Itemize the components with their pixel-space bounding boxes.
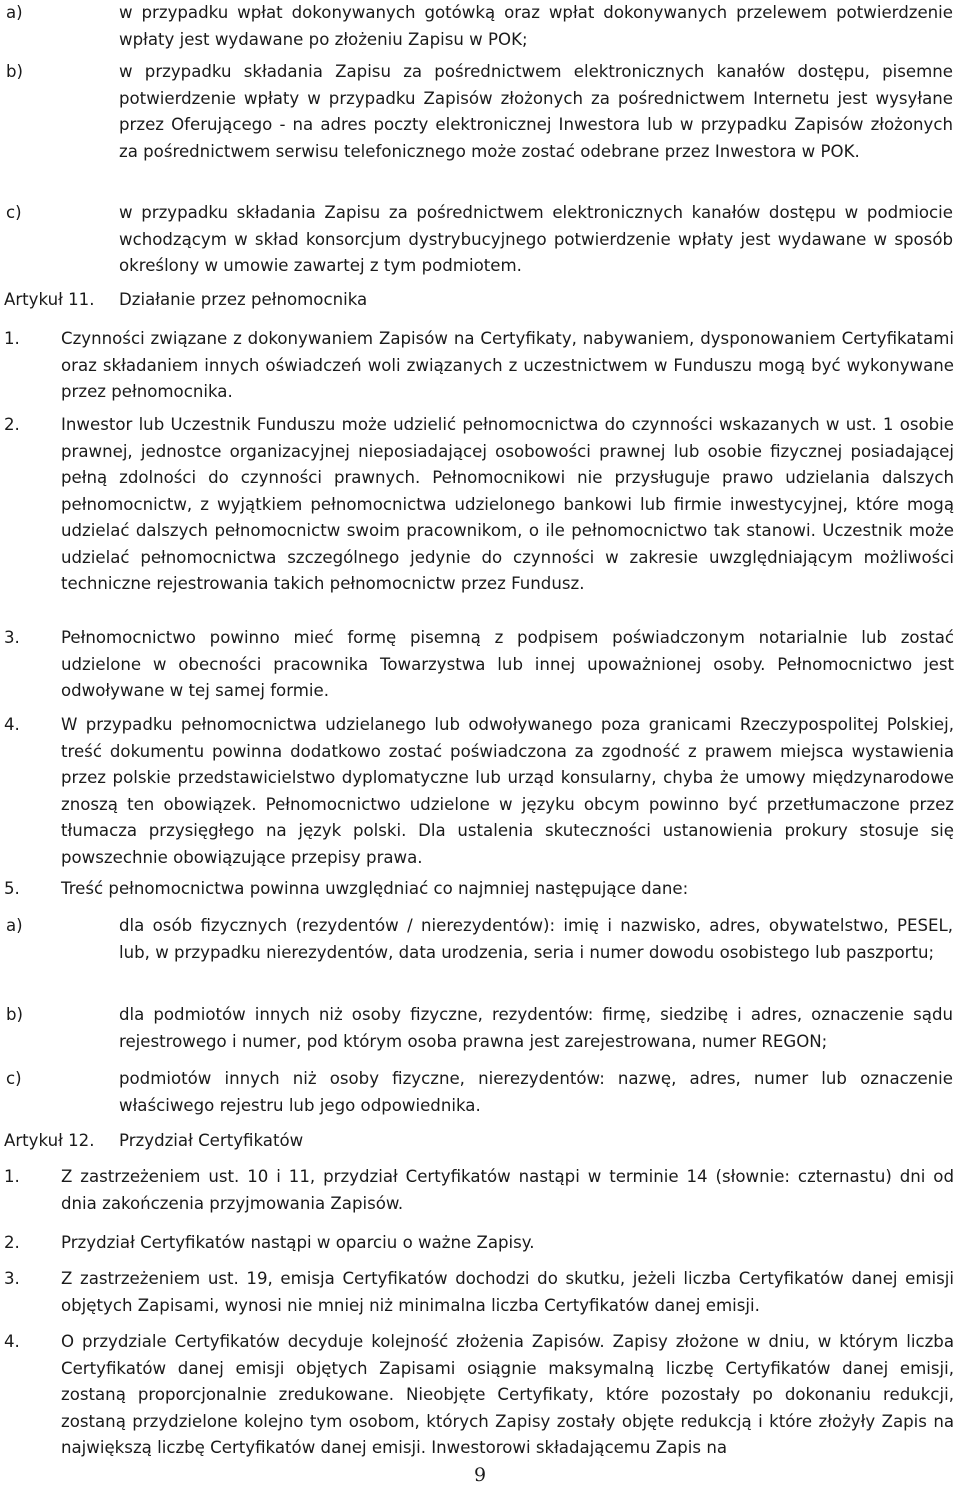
paragraph-number: 3.: [4, 628, 20, 647]
article-title: Działanie przez pełnomocnika: [119, 290, 368, 309]
list-item-label: a): [6, 916, 23, 935]
list-item-text: w przypadku składania Zapisu za pośrednictwem elektronicznych kanałów dostępu w podmiocie wchodzącym w skład konsorcjum dystrybucyjnego potwierdzenie wpłaty jest wydawane w sposób określony w umowie zawartej z tym podmiotem.: [119, 203, 953, 275]
list-item-label: c): [6, 1069, 22, 1088]
paragraph-text: O przydziale Certyfikatów decyduje kolejność złożenia Zapisów. Zapisy złożone w dniu, w którym liczba Certyfikatów danej emisji objętych Zapisami osiągnie maksymalną liczbę Certyfikatów danej emisji, zostaną proporcjonalnie zredukowane. Nieobjęte Certyfikaty, które pozostały po dokonaniu redukcji, zostaną przydzielone kolejno tym osobom, których Zapisy zostały objęte redukcją i które złożyły Zapis na największą liczbę Certyfikatów danej emisji. Inwestorowi składającemu Zapis na: [61, 1332, 954, 1457]
list-item-text: w przypadku składania Zapisu za pośrednictwem elektronicznych kanałów dostępu, pisemne potwierdzenie wpłaty w przypadku Zapisów złożonych za pośrednictwem Internetu jest wysyłane przez Oferującego - na adres poczty elektronicznej Inwestora lub w przypadku Zapisów złożonych za pośrednictwem serwisu telefonicznego może zostać odebrane przez Inwestora w POK.: [119, 62, 953, 161]
paragraph-text: Czynności związane z dokonywaniem Zapisów na Certyfikaty, nabywaniem, dysponowaniem Certyfikatami oraz składaniem innych oświadczeń woli związanych z uczestnictwem w Funduszu mogą być wykonywane przez pełnomocnika.: [61, 329, 954, 401]
paragraph-text: W przypadku pełnomocnictwa udzielanego lub odwoływanego poza granicami Rzeczypospolitej Polskiej, treść dokumentu powinna dodatkowo zostać poświadczona za zgodność z prawem miejsca wystawienia przez polskie przedstawicielstwo dyplomatyczne lub urząd konsularny, chyba że umowy międzynarodowe znoszą ten obowiązek. Pełnomocnictwo udzielone w języku obcym powinno być przetłumaczone przez tłumacza przysięgłego na język polski. Dla ustalenia skuteczności ustanowienia prokury stosuje się powszechnie obowiązujące przepisy prawa.: [61, 715, 954, 867]
list-item-label: c): [6, 203, 22, 222]
paragraph-number: 2.: [4, 1233, 20, 1252]
paragraph-number: 1.: [4, 1167, 20, 1186]
paragraph-text: Inwestor lub Uczestnik Funduszu może udzielić pełnomocnictwa do czynności wskazanych w ust. 1 osobie prawnej, jednostce organizacyjnej nieposiadającej osobowości prawnej lub osobie fizycznej posiadającej pełną zdolności do czynności prawnych. Pełnomocnikowi nie przysługuje prawo udzielania dalszych pełnomocnictw, z wyjątkiem pełnomocnictwa udzielonego bankowi lub firmie inwestycyjnej, które mogą udzielać dalszych pełnomocnictw swoim pracownikom, o ile pełnomocnictwo tak stanowi. Uczestnik może udzielać pełnomocnictwa szczególnego jedynie do czynności w zakresie uwzględniającym możliwości techniczne rejestrowania takich pełnomocnictw przez Fundusz.: [61, 415, 954, 593]
list-item-text: dla podmiotów innych niż osoby fizyczne, rezydentów: firmę, siedzibę i adres, oznaczenie sądu rejestrowego i numer, pod którym osoba prawna jest zarejestrowana, numer REGON;: [119, 1005, 953, 1051]
list-item-text: podmiotów innych niż osoby fizyczne, nierezydentów: nazwę, adres, numer lub oznaczenie właściwego rejestru lub jego odpowiednika.: [119, 1069, 953, 1115]
paragraph-text: Pełnomocnictwo powinno mieć formę pisemną z podpisem poświadczonym notarialnie lub zostać udzielone w obecności pracownika Towarzystwa lub innej upoważnionej osoby. Pełnomocnictwo jest odwoływane w tej samej formie.: [61, 628, 954, 700]
article-label: Artykuł 11.: [4, 290, 95, 309]
list-item-label: b): [6, 1005, 24, 1024]
paragraph-number: 2.: [4, 415, 20, 434]
list-item-label: b): [6, 62, 24, 81]
list-item-label: a): [6, 3, 23, 22]
paragraph-text: Przydział Certyfikatów nastąpi w oparciu o ważne Zapisy.: [61, 1233, 535, 1252]
paragraph-number: 3.: [4, 1269, 20, 1288]
paragraph-number: 5.: [4, 879, 20, 898]
paragraph-number: 4.: [4, 715, 20, 734]
article-title: Przydział Certyfikatów: [119, 1131, 304, 1150]
paragraph-number: 4.: [4, 1332, 20, 1351]
article-label: Artykuł 12.: [4, 1131, 95, 1150]
list-item-text: dla osób fizycznych (rezydentów / nierezydentów): imię i nazwisko, adres, obywatelstwo, PESEL, lub, w przypadku nierezydentów, data urodzenia, seria i numer dowodu osobistego lub paszportu;: [119, 916, 953, 962]
list-item-text: w przypadku wpłat dokonywanych gotówką oraz wpłat dokonywanych przelewem potwierdzenie wpłaty jest wydawane po złożeniu Zapisu w POK;: [119, 3, 953, 49]
page-number: 9: [473, 1464, 487, 1486]
paragraph-text: Z zastrzeżeniem ust. 10 i 11, przydział Certyfikatów nastąpi w terminie 14 (słownie: czternastu) dni od dnia zakończenia przyjmowania Zapisów.: [61, 1167, 954, 1213]
paragraph-text: Treść pełnomocnictwa powinna uwzględniać co najmniej następujące dane:: [61, 879, 689, 898]
paragraph-number: 1.: [4, 329, 20, 348]
paragraph-text: Z zastrzeżeniem ust. 19, emisja Certyfikatów dochodzi do skutku, jeżeli liczba Certyfikatów danej emisji objętych Zapisami, wynosi nie mniej niż minimalna liczba Certyfikatów danej emisji.: [61, 1269, 954, 1315]
